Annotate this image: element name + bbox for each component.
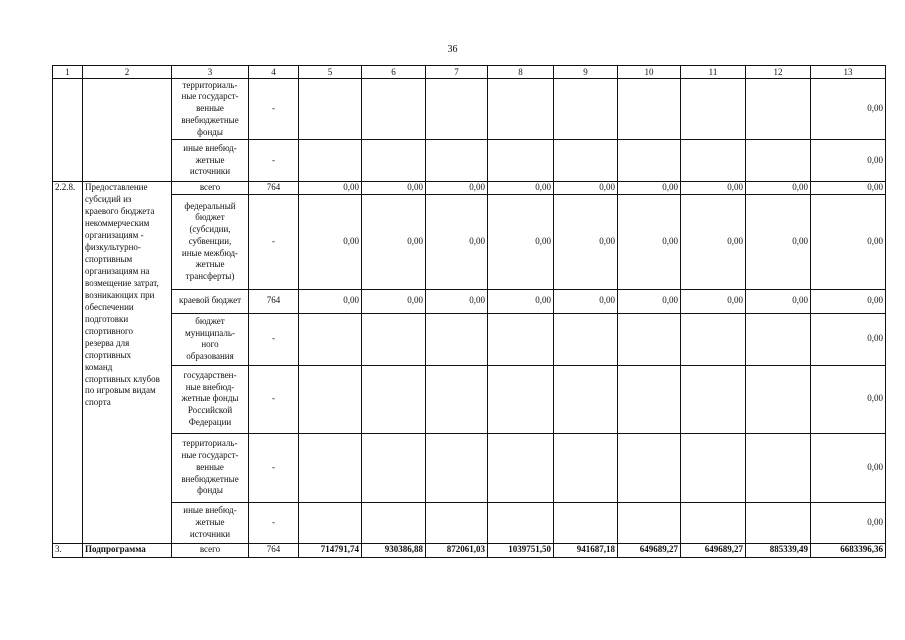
amount-cell: 0,00	[362, 289, 426, 313]
amount-cell	[681, 433, 746, 502]
funding-source: государствен- ные внебюд- жетные фонды Российской Федерации	[172, 365, 249, 433]
amount-cell: 872061,03	[426, 543, 488, 557]
col-header: 2	[83, 66, 172, 79]
page-number: 36	[447, 44, 458, 55]
table-row	[53, 502, 886, 543]
amount-cell	[426, 313, 488, 365]
total-cell: 0,00	[811, 289, 886, 313]
amount-cell: 0,00	[554, 182, 618, 195]
amount-cell: 714791,74	[299, 543, 362, 557]
amount-cell: 0,00	[299, 194, 362, 289]
amount-cell: 0,00	[746, 194, 811, 289]
col-header: 13	[811, 66, 886, 79]
total-cell: 0,00	[811, 140, 886, 182]
total-cell: 0,00	[811, 79, 886, 140]
item-number	[53, 79, 83, 182]
amount-cell	[362, 140, 426, 182]
amount-cell	[746, 433, 811, 502]
amount-cell	[618, 502, 681, 543]
amount-cell: 0,00	[362, 194, 426, 289]
amount-cell: 0,00	[746, 289, 811, 313]
col-header: 6	[362, 66, 426, 79]
amount-cell: 0,00	[299, 289, 362, 313]
amount-cell	[746, 502, 811, 543]
amount-cell	[554, 365, 618, 433]
amount-cell: 930386,88	[362, 543, 426, 557]
amount-cell	[362, 79, 426, 140]
amount-cell	[426, 79, 488, 140]
amount-cell: 1039751,50	[488, 543, 554, 557]
col-header: 10	[618, 66, 681, 79]
col-header: 9	[554, 66, 618, 79]
budget-code: -	[249, 313, 299, 365]
amount-cell: 0,00	[681, 289, 746, 313]
table-row	[53, 182, 886, 195]
amount-cell	[554, 502, 618, 543]
amount-cell	[618, 433, 681, 502]
col-header: 1	[53, 66, 83, 79]
amount-cell	[362, 502, 426, 543]
budget-code: -	[249, 79, 299, 140]
total-cell: 0,00	[811, 182, 886, 195]
table-row	[53, 365, 886, 433]
amount-cell	[362, 313, 426, 365]
col-header: 12	[746, 66, 811, 79]
amount-cell: 0,00	[488, 194, 554, 289]
total-cell: 0,00	[811, 365, 886, 433]
header-row	[53, 66, 886, 79]
budget-code: -	[249, 502, 299, 543]
table-row	[53, 313, 886, 365]
table-row	[53, 79, 886, 140]
amount-cell	[362, 433, 426, 502]
funding-source: иные внебюд- жетные источники	[172, 140, 249, 182]
amount-cell: 941687,18	[554, 543, 618, 557]
amount-cell: 0,00	[488, 182, 554, 195]
funding-source: бюджет муниципаль- ного образования	[172, 313, 249, 365]
amount-cell: 0,00	[554, 289, 618, 313]
table-row	[53, 140, 886, 182]
amount-cell	[618, 365, 681, 433]
table-row	[53, 194, 886, 289]
total-cell: 0,00	[811, 502, 886, 543]
budget-code: 764	[249, 289, 299, 313]
col-header: 4	[249, 66, 299, 79]
funding-source: всего	[172, 182, 249, 195]
budget-code: 764	[249, 182, 299, 195]
amount-cell	[426, 140, 488, 182]
amount-cell	[299, 79, 362, 140]
amount-cell	[618, 79, 681, 140]
amount-cell	[618, 313, 681, 365]
amount-cell	[426, 365, 488, 433]
amount-cell	[746, 313, 811, 365]
amount-cell	[681, 365, 746, 433]
budget-code: -	[249, 194, 299, 289]
amount-cell	[488, 433, 554, 502]
total-cell: 6683396,36	[811, 543, 886, 557]
amount-cell	[299, 313, 362, 365]
amount-cell: 0,00	[554, 194, 618, 289]
budget-code: -	[249, 140, 299, 182]
amount-cell: 0,00	[426, 289, 488, 313]
funding-source: всего	[172, 543, 249, 557]
amount-cell: 0,00	[618, 182, 681, 195]
amount-cell	[488, 502, 554, 543]
col-header: 8	[488, 66, 554, 79]
amount-cell	[554, 140, 618, 182]
funding-source: краевой бюджет	[172, 289, 249, 313]
amount-cell	[746, 365, 811, 433]
amount-cell	[681, 140, 746, 182]
amount-cell	[299, 433, 362, 502]
budget-code: 764	[249, 543, 299, 557]
col-header: 7	[426, 66, 488, 79]
amount-cell	[681, 79, 746, 140]
item-name	[83, 79, 172, 182]
amount-cell	[618, 140, 681, 182]
amount-cell	[681, 313, 746, 365]
amount-cell: 0,00	[746, 182, 811, 195]
budget-code: -	[249, 433, 299, 502]
col-header: 3	[172, 66, 249, 79]
amount-cell: 0,00	[618, 194, 681, 289]
item-number: 3.	[53, 543, 83, 557]
amount-cell	[299, 140, 362, 182]
amount-cell: 0,00	[681, 182, 746, 195]
budget-code: -	[249, 365, 299, 433]
funding-source: территориаль- ные государст- венные внебюджетные фонды	[172, 433, 249, 502]
amount-cell	[299, 365, 362, 433]
table-row	[53, 433, 886, 502]
amount-cell	[681, 502, 746, 543]
amount-cell: 0,00	[299, 182, 362, 195]
amount-cell	[746, 79, 811, 140]
table-row	[53, 289, 886, 313]
amount-cell: 0,00	[426, 194, 488, 289]
amount-cell	[426, 433, 488, 502]
col-header: 11	[681, 66, 746, 79]
amount-cell	[488, 79, 554, 140]
amount-cell	[426, 502, 488, 543]
amount-cell: 649689,27	[681, 543, 746, 557]
budget-table	[52, 65, 886, 558]
amount-cell: 0,00	[488, 289, 554, 313]
amount-cell: 885339,49	[746, 543, 811, 557]
amount-cell	[488, 313, 554, 365]
item-name: Подпрограмма	[83, 543, 172, 557]
amount-cell	[746, 140, 811, 182]
total-cell: 0,00	[811, 194, 886, 289]
amount-cell: 0,00	[426, 182, 488, 195]
amount-cell	[554, 79, 618, 140]
amount-cell: 0,00	[618, 289, 681, 313]
item-number: 2.2.8.	[53, 182, 83, 544]
amount-cell	[488, 140, 554, 182]
table-row	[53, 543, 886, 557]
amount-cell: 0,00	[362, 182, 426, 195]
amount-cell	[554, 313, 618, 365]
total-cell: 0,00	[811, 433, 886, 502]
funding-source: иные внебюд- жетные источники	[172, 502, 249, 543]
col-header: 5	[299, 66, 362, 79]
item-name: Предоставление субсидий из краевого бюджета некоммерческим организациям - физкультурно- спортивным организациям на возмещение затрат, возникающих при обеспечении подготовки спортивного резерва для спортивных команд спортивных клубов по игровым видам спорта	[83, 182, 172, 544]
amount-cell	[488, 365, 554, 433]
funding-source: федеральный бюджет (субсидии, субвенции, иные межбюд- жетные трансферты)	[172, 194, 249, 289]
amount-cell	[299, 502, 362, 543]
amount-cell	[362, 365, 426, 433]
amount-cell	[554, 433, 618, 502]
total-cell: 0,00	[811, 313, 886, 365]
funding-source: территориаль- ные государст- венные внебюджетные фонды	[172, 79, 249, 140]
amount-cell: 0,00	[681, 194, 746, 289]
amount-cell: 649689,27	[618, 543, 681, 557]
